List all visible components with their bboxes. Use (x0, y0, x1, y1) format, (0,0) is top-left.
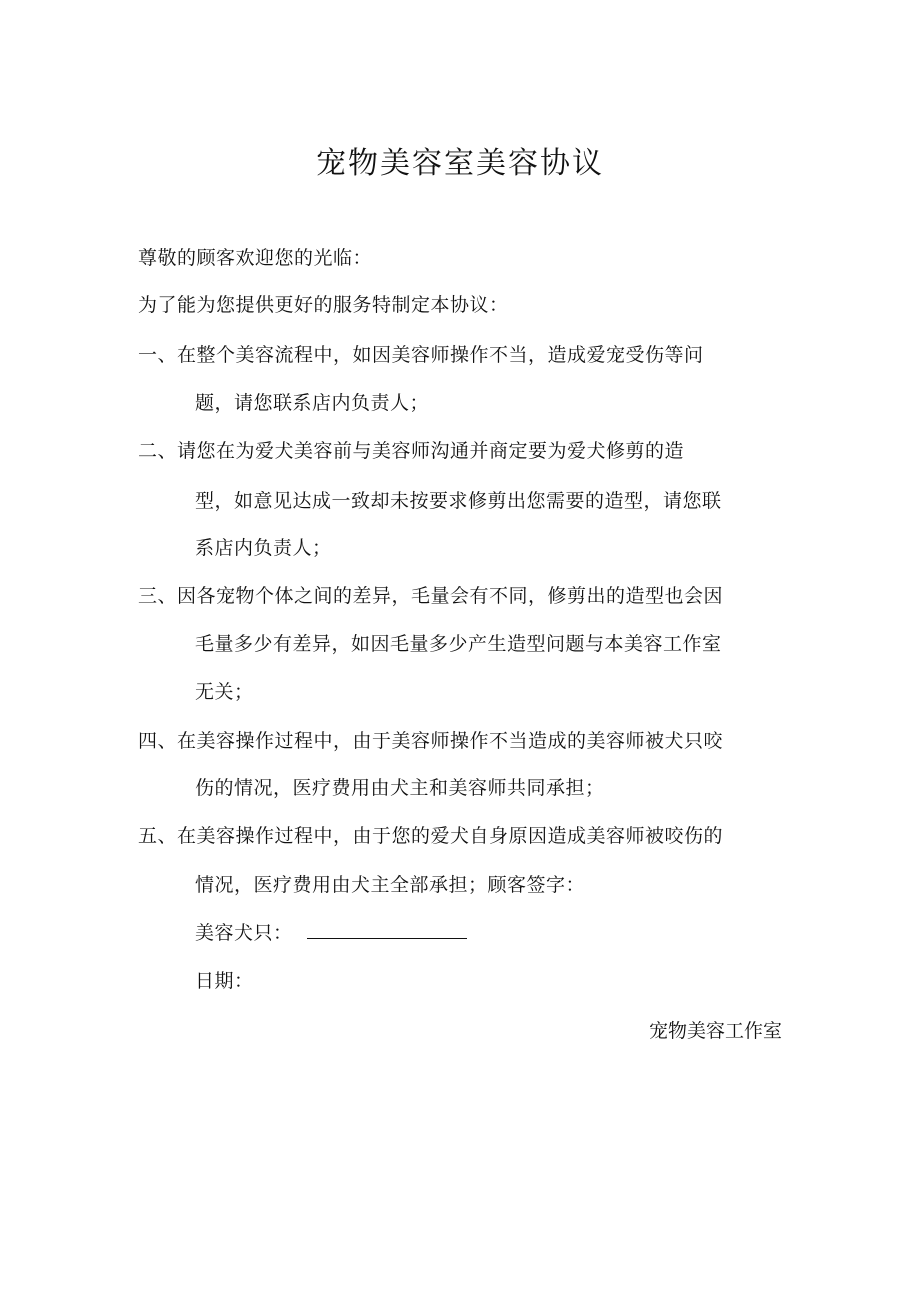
dog-field-label: 美容犬只： (195, 922, 293, 944)
greeting-text: 尊敬的顾客欢迎您的光临： (138, 247, 373, 269)
clause-1-line-1: 一、在整个美容流程中，如因美容师操作不当，造成爱宠受伤等问 (138, 344, 704, 366)
studio-signature: 宠物美容工作室 (648, 1020, 782, 1042)
dog-field (195, 918, 467, 948)
clause-2-line-1: 二、请您在为爱犬美容前与美容师沟通并商定要为爱犬修剪的造 (138, 440, 685, 462)
clause-2-line-3: 系店内负责人； (195, 537, 332, 559)
clause-1-line-2: 题，请您联系店内负责人； (195, 392, 430, 414)
dog-field-blank-line[interactable] (307, 920, 467, 939)
clause-5-line-2: 情况，医疗费用由犬主全部承担；顾客签字： (195, 874, 586, 896)
document-title: 宠物美容室美容协议 (316, 146, 604, 181)
clause-3-line-3: 无关； (195, 681, 254, 703)
clause-4-line-2: 伤的情况，医疗费用由犬主和美容师共同承担； (195, 777, 605, 799)
clause-4-line-1: 四、在美容操作过程中，由于美容师操作不当造成的美容师被犬只咬 (138, 730, 724, 752)
clause-3-line-1: 三、因各宠物个体之间的差异，毛量会有不同，修剪出的造型也会因 (138, 585, 724, 607)
intro-text: 为了能为您提供更好的服务特制定本协议： (138, 294, 509, 316)
clause-2-line-2: 型，如意见达成一致却未按要求修剪出您需要的造型，请您联 (195, 490, 722, 512)
date-field-label: 日期： (195, 970, 254, 992)
clause-3-line-2: 毛量多少有差异，如因毛量多少产生造型问题与本美容工作室 (195, 633, 722, 655)
clause-5-line-1: 五、在美容操作过程中，由于您的爱犬自身原因造成美容师被咬伤的 (138, 825, 724, 847)
